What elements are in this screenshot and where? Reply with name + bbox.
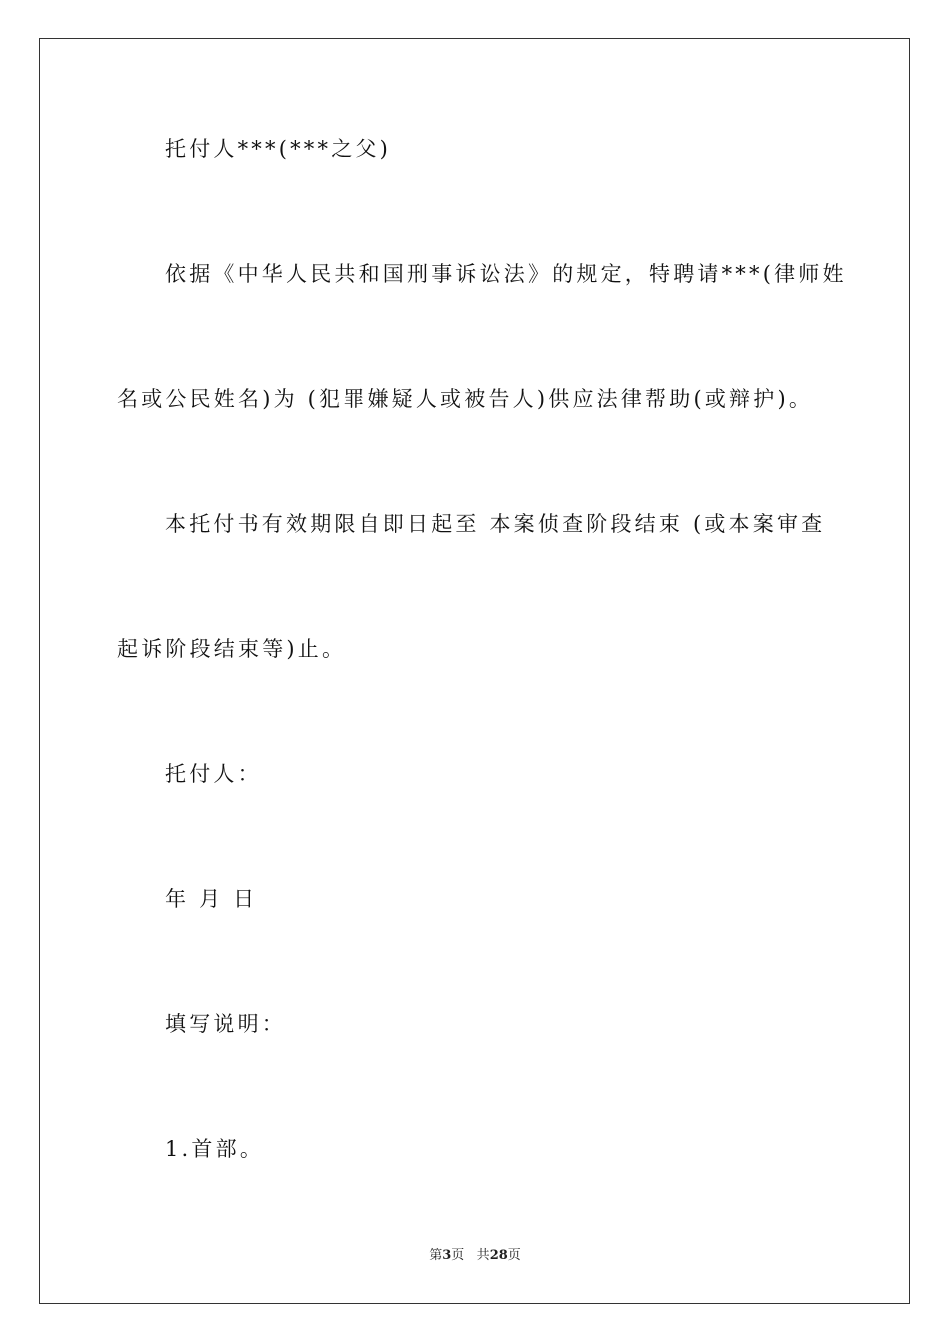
text-line-instructions-heading: 填写说明： [165, 1012, 286, 1036]
page-footer [0, 1249, 950, 1262]
text-line-signature: 托付人： [165, 762, 262, 786]
page-frame [39, 38, 910, 1304]
text-line-validity: 本托付书有效期限自即日起至 本案侦查阶段结束 (或本案审查 [165, 512, 826, 536]
footer-page-suffix: 页 [451, 1248, 465, 1263]
footer-page-number: 3 [442, 1248, 452, 1263]
text-line-principal: 托付人***(***之父) [165, 137, 391, 161]
text-line-legal-basis-cont: 名或公民姓名)为 (犯罪嫌疑人或被告人)供应法律帮助(或辩护)。 [117, 387, 814, 411]
text-line-validity-cont: 起诉阶段结束等)止。 [117, 637, 347, 661]
text-line-item-1: 1.首部。 [165, 1137, 265, 1161]
footer-page-prefix: 第 [429, 1248, 443, 1263]
footer-total-pages: 28 [489, 1248, 508, 1263]
footer-total-suffix: 页 [507, 1248, 521, 1263]
text-line-date: 年 月 日 [165, 887, 258, 911]
footer-total-prefix: 共 [476, 1248, 490, 1263]
text-line-legal-basis: 依据《中华人民共和国刑事诉讼法》的规定，特聘请***(律师姓 [165, 262, 847, 286]
